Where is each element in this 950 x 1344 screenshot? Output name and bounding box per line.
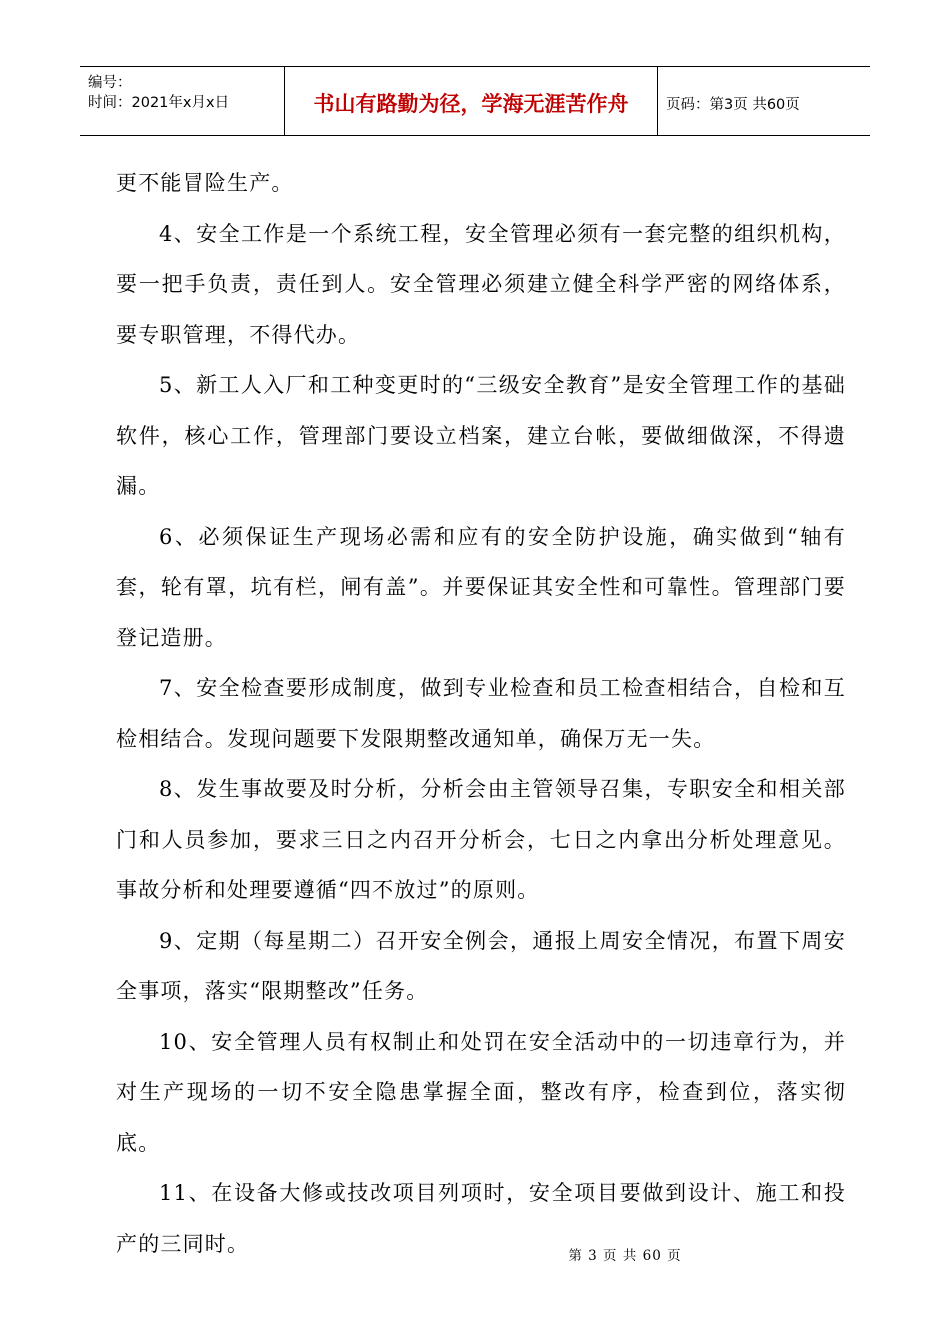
paragraph-item-5: 5、新工人入厂和工种变更时的“三级安全教育”是安全管理工作的基础软件，核心工作，管理部门要设立档案，建立台帐，要做细做深，不得遗漏。	[116, 373, 846, 498]
serial-number-label: 编号：	[88, 75, 132, 91]
date-label: 时间：2021年x月x日	[88, 95, 230, 111]
header-motto: 书山有路勤为径，学海无涯苦作舟	[284, 67, 658, 135]
document-body	[116, 158, 846, 1269]
paragraph-item-7: 7、安全检查要形成制度，做到专业检查和员工检查相结合，自检和互检相结合。发现问题要下发限期整改通知单，确保万无一失。	[116, 676, 846, 751]
paragraph-item-9: 9、定期（每星期二）召开安全例会，通报上周安全情况，布置下周安全事项，落实“限期整改”任务。	[116, 928, 846, 1003]
paragraph-continuation: 更不能冒险生产。	[116, 171, 294, 195]
document-header	[80, 66, 870, 136]
header-page-info: 页码：第3页 共60页	[666, 96, 800, 113]
paragraph-item-10: 10、安全管理人员有权制止和处罚在安全活动中的一切违章行为，并对生产现场的一切不安全隐患掌握全面，整改有序，检查到位，落实彻底。	[116, 1029, 846, 1155]
paragraph-item-8: 8、发生事故要及时分析，分析会由主管领导召集，专职安全和相关部门和人员参加，要求三日之内召开分析会，七日之内拿出分析处理意见。事故分析和处理要遵循“四不放过”的原则。	[116, 777, 846, 902]
header-meta	[80, 67, 284, 135]
paragraph-item-11: 11、在设备大修或技改项目列项时，安全项目要做到设计、施工和投产的三同时。	[116, 1181, 846, 1256]
page-footer: 第 3 页 共 60 页	[568, 1248, 682, 1264]
paragraph-item-6: 6、必须保证生产现场必需和应有的安全防护设施，确实做到“轴有套，轮有罩，坑有栏，闸有盖”。并要保证其安全性和可靠性。管理部门要登记造册。	[116, 524, 846, 650]
paragraph-item-4: 4、安全工作是一个系统工程，安全管理必须有一套完整的组织机构，要一把手负责，责任到人。安全管理必须建立健全科学严密的网络体系，要专职管理，不得代办。	[116, 221, 846, 347]
